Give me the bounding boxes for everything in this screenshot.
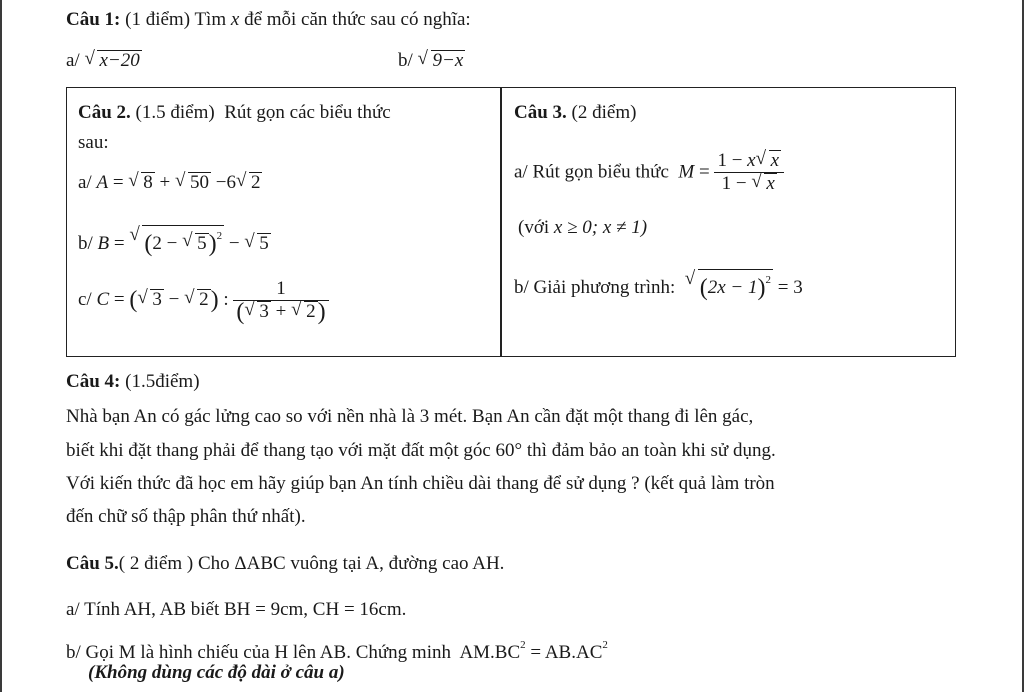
q2-a-lhs: A	[96, 172, 109, 193]
q3-b-text: b/ Giải phương trình:	[514, 277, 676, 298]
q3-a-text: a/ Rút gọn biểu thức	[514, 161, 669, 183]
q1-line	[66, 8, 471, 32]
q2-c: c/ C = (√ 3 − √ 2) : $\frac{1}{(√ 3 + √ 2)}$	[78, 278, 329, 323]
q3-a-fraction	[714, 150, 784, 195]
q5-points: ( 2 điểm )	[118, 553, 194, 574]
q5-b-lhs: AM.BC	[459, 642, 521, 663]
q1-b-expr: 9−x	[432, 50, 464, 71]
q5-b-exp-2: 2	[602, 639, 608, 651]
q3-cond-open: (với	[518, 217, 550, 238]
q2-a: a/ A = √ 8 + √ 50 −6√ 2	[78, 171, 262, 195]
q2-b: b/ B = √ (2 − √ 5)$^2$ − √ 5	[78, 225, 271, 256]
q2-a-coef: −6	[215, 172, 236, 193]
q2-b-tail-radical	[244, 232, 271, 256]
q2-title	[78, 101, 391, 125]
q2-c-lhs: C	[96, 288, 110, 310]
q3-cond-1: x ≥ 0;	[553, 217, 599, 238]
q3-b-exp: 2	[765, 274, 772, 286]
q1-text-after: để mỗi căn thức sau có nghĩa:	[244, 9, 471, 30]
q2-a-r3-val: 2	[250, 172, 261, 193]
q5-heading: Câu 5.	[66, 553, 119, 574]
q2-b-outer-inner: (2 − √ 5)$^2$	[142, 225, 224, 254]
q3-b-inner-wrap: $(2x - 1)^2$	[698, 269, 773, 298]
q2-b-inner-r: 5	[197, 233, 207, 254]
q2-c-d2	[291, 301, 318, 323]
q4-angle: 60°	[495, 440, 523, 461]
q1-a-radical	[84, 49, 141, 73]
q3-a-num-r: x	[770, 150, 780, 171]
q4-line3: Với kiến thức đã học em hãy giúp bạn An tính chiều dài thang để sử dụng ? (kết quả làm tròn	[66, 473, 775, 494]
q2-a-r3	[236, 171, 263, 195]
q3-points: (2 điểm)	[571, 102, 637, 123]
q3-a-num-radical	[756, 150, 781, 172]
q3-a: a/ Rút gọn biểu thức M = $\frac{1 - x√ x}{1 - √ x}$	[514, 150, 784, 195]
q1-var: x	[230, 9, 240, 30]
q4-points: (1.5điểm)	[125, 371, 200, 392]
q2-a-r1-val: 8	[143, 172, 153, 193]
q3-condition	[518, 216, 647, 240]
q3-a-num	[714, 150, 784, 173]
q2-b-outer-radical	[129, 225, 224, 256]
q3-heading: Câu 3.	[514, 102, 567, 123]
q1-b-label: b/	[398, 50, 413, 71]
table-divider	[500, 87, 502, 357]
q2-a-r2-val: 50	[190, 172, 210, 193]
q3-a-den-radical	[751, 173, 776, 195]
q3-b-rhs: = 3	[777, 277, 803, 298]
q2-heading: Câu 2.	[78, 102, 131, 123]
q2-c-num: 1	[233, 278, 328, 301]
q5-b-exp-1: 2	[520, 639, 526, 651]
page-edge-left	[0, 0, 2, 692]
q1-heading: Câu 1:	[66, 9, 121, 30]
q2-b-tail-r: 5	[259, 233, 269, 254]
q3-title	[514, 101, 636, 125]
q2-c-d1-val: 3	[259, 301, 269, 322]
q2-b-lhs: B	[97, 233, 110, 254]
q2-c-label: c/	[78, 288, 92, 310]
q2-b-inner-a: 2 −	[152, 233, 178, 254]
q4-line2-b: thì đảm bảo an toàn khi sử dụng.	[526, 440, 776, 461]
q3-b	[514, 269, 803, 300]
q2-points: (1.5 điểm)	[135, 102, 215, 123]
q2-c-r1-val: 3	[152, 288, 162, 310]
q5-b-mid: = AB.AC	[530, 642, 603, 663]
q4-line4: đến chữ số thập phân thứ nhất).	[66, 506, 306, 527]
q3-a-num-var: x	[747, 150, 756, 171]
q2-a-label: a/	[78, 172, 92, 193]
q3-a-den	[714, 173, 784, 195]
q2-a-r1	[128, 171, 155, 195]
q2-c-r2-val: 2	[199, 288, 209, 310]
q1-text-before: Tìm	[194, 9, 227, 30]
q1-a-expr: x−20	[99, 50, 140, 71]
q3-a-den-pre: 1 −	[721, 173, 747, 194]
q3-a-num-pre: 1 −	[717, 150, 743, 171]
q2-b-inner-radical	[182, 233, 209, 254]
q5-a: a/ Tính AH, AB biết BH = 9cm, CH = 16cm.	[66, 599, 407, 620]
q2-b-exp: 2	[216, 230, 223, 242]
q5-title	[66, 552, 504, 576]
q2-c-fraction	[233, 278, 328, 323]
q4-line1: Nhà bạn An có gác lửng cao so với nền nhà là 3 mét. Bạn An cần đặt một thang đi lên gác,	[66, 406, 754, 427]
q2-a-r2	[175, 171, 211, 195]
q4-heading: Câu 4:	[66, 371, 121, 392]
q3-a-lhs: M	[678, 161, 695, 183]
q2-c-d2-val: 2	[306, 301, 316, 322]
q2-c-d1	[244, 301, 271, 323]
q1-a-label: a/	[66, 50, 80, 71]
q1-b	[398, 49, 465, 73]
q2-b-label: b/	[78, 233, 93, 254]
q4-line2	[66, 439, 776, 463]
q3-cond-2: x ≠ 1)	[602, 217, 648, 238]
q5-text: Cho ΔABC vuông tại A, đường cao AH.	[197, 553, 505, 574]
q5-note: (Không dùng các độ dài ở câu a)	[88, 662, 345, 683]
q1-a	[66, 49, 142, 73]
q2-title-text: Rút gọn các biểu thức	[224, 102, 391, 123]
q3-b-inner: 2x − 1	[707, 277, 758, 298]
q2-title-cont: sau:	[78, 132, 109, 153]
q3-b-radical	[685, 269, 773, 300]
q5-b-pre: b/ Gọi M là hình chiếu của H lên AB. Chứng minh	[66, 642, 451, 663]
q1-b-radical	[418, 49, 466, 73]
q2-c-r1	[137, 288, 164, 312]
q2-c-den: (√ 3 + √ 2)	[233, 301, 328, 323]
q2-c-r2	[184, 288, 211, 312]
q1-points: (1 điểm)	[125, 9, 191, 30]
q3-a-den-r: x	[766, 173, 775, 194]
q4-title	[66, 370, 200, 394]
q4-line2-a: biết khi đặt thang phải để thang tạo với mặt đất một góc	[66, 440, 491, 461]
